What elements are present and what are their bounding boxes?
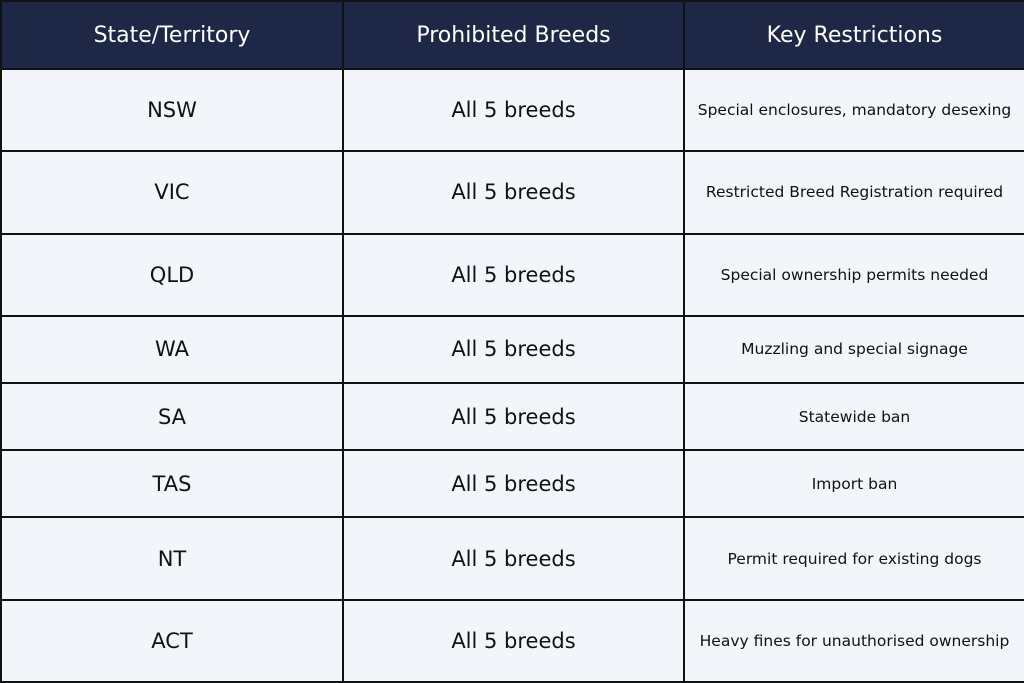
- breeds-cell: All 5 breeds: [343, 69, 684, 151]
- breeds-cell: All 5 breeds: [343, 383, 684, 450]
- restrictions-cell: Muzzling and special signage: [684, 316, 1024, 383]
- restrictions-cell: Import ban: [684, 450, 1024, 517]
- table-row: [1, 234, 1024, 316]
- table-row: [1, 69, 1024, 151]
- column-header-breeds: Prohibited Breeds: [343, 1, 684, 69]
- state-cell: NSW: [1, 69, 343, 151]
- table-row: [1, 316, 1024, 383]
- table-row: [1, 450, 1024, 517]
- breeds-cell: All 5 breeds: [343, 151, 684, 233]
- table-header-row: [1, 1, 1024, 69]
- column-header-restrictions: Key Restrictions: [684, 1, 1024, 69]
- table-row: [1, 517, 1024, 599]
- state-cell: WA: [1, 316, 343, 383]
- restrictions-cell: Permit required for existing dogs: [684, 517, 1024, 599]
- state-cell: NT: [1, 517, 343, 599]
- breeds-cell: All 5 breeds: [343, 517, 684, 599]
- restrictions-cell: Special enclosures, mandatory desexing: [684, 69, 1024, 151]
- column-header-state: State/Territory: [1, 1, 343, 69]
- state-cell: ACT: [1, 600, 343, 682]
- state-cell: SA: [1, 383, 343, 450]
- restrictions-cell: Statewide ban: [684, 383, 1024, 450]
- table-row: [1, 383, 1024, 450]
- restrictions-cell: Restricted Breed Registration required: [684, 151, 1024, 233]
- state-cell: VIC: [1, 151, 343, 233]
- breeds-cell: All 5 breeds: [343, 450, 684, 517]
- restrictions-cell: Heavy fines for unauthorised ownership: [684, 600, 1024, 682]
- breeds-cell: All 5 breeds: [343, 600, 684, 682]
- table-row: [1, 600, 1024, 682]
- restrictions-cell: Special ownership permits needed: [684, 234, 1024, 316]
- breeds-cell: All 5 breeds: [343, 316, 684, 383]
- table-row: [1, 151, 1024, 233]
- breeds-cell: All 5 breeds: [343, 234, 684, 316]
- state-cell: TAS: [1, 450, 343, 517]
- state-cell: QLD: [1, 234, 343, 316]
